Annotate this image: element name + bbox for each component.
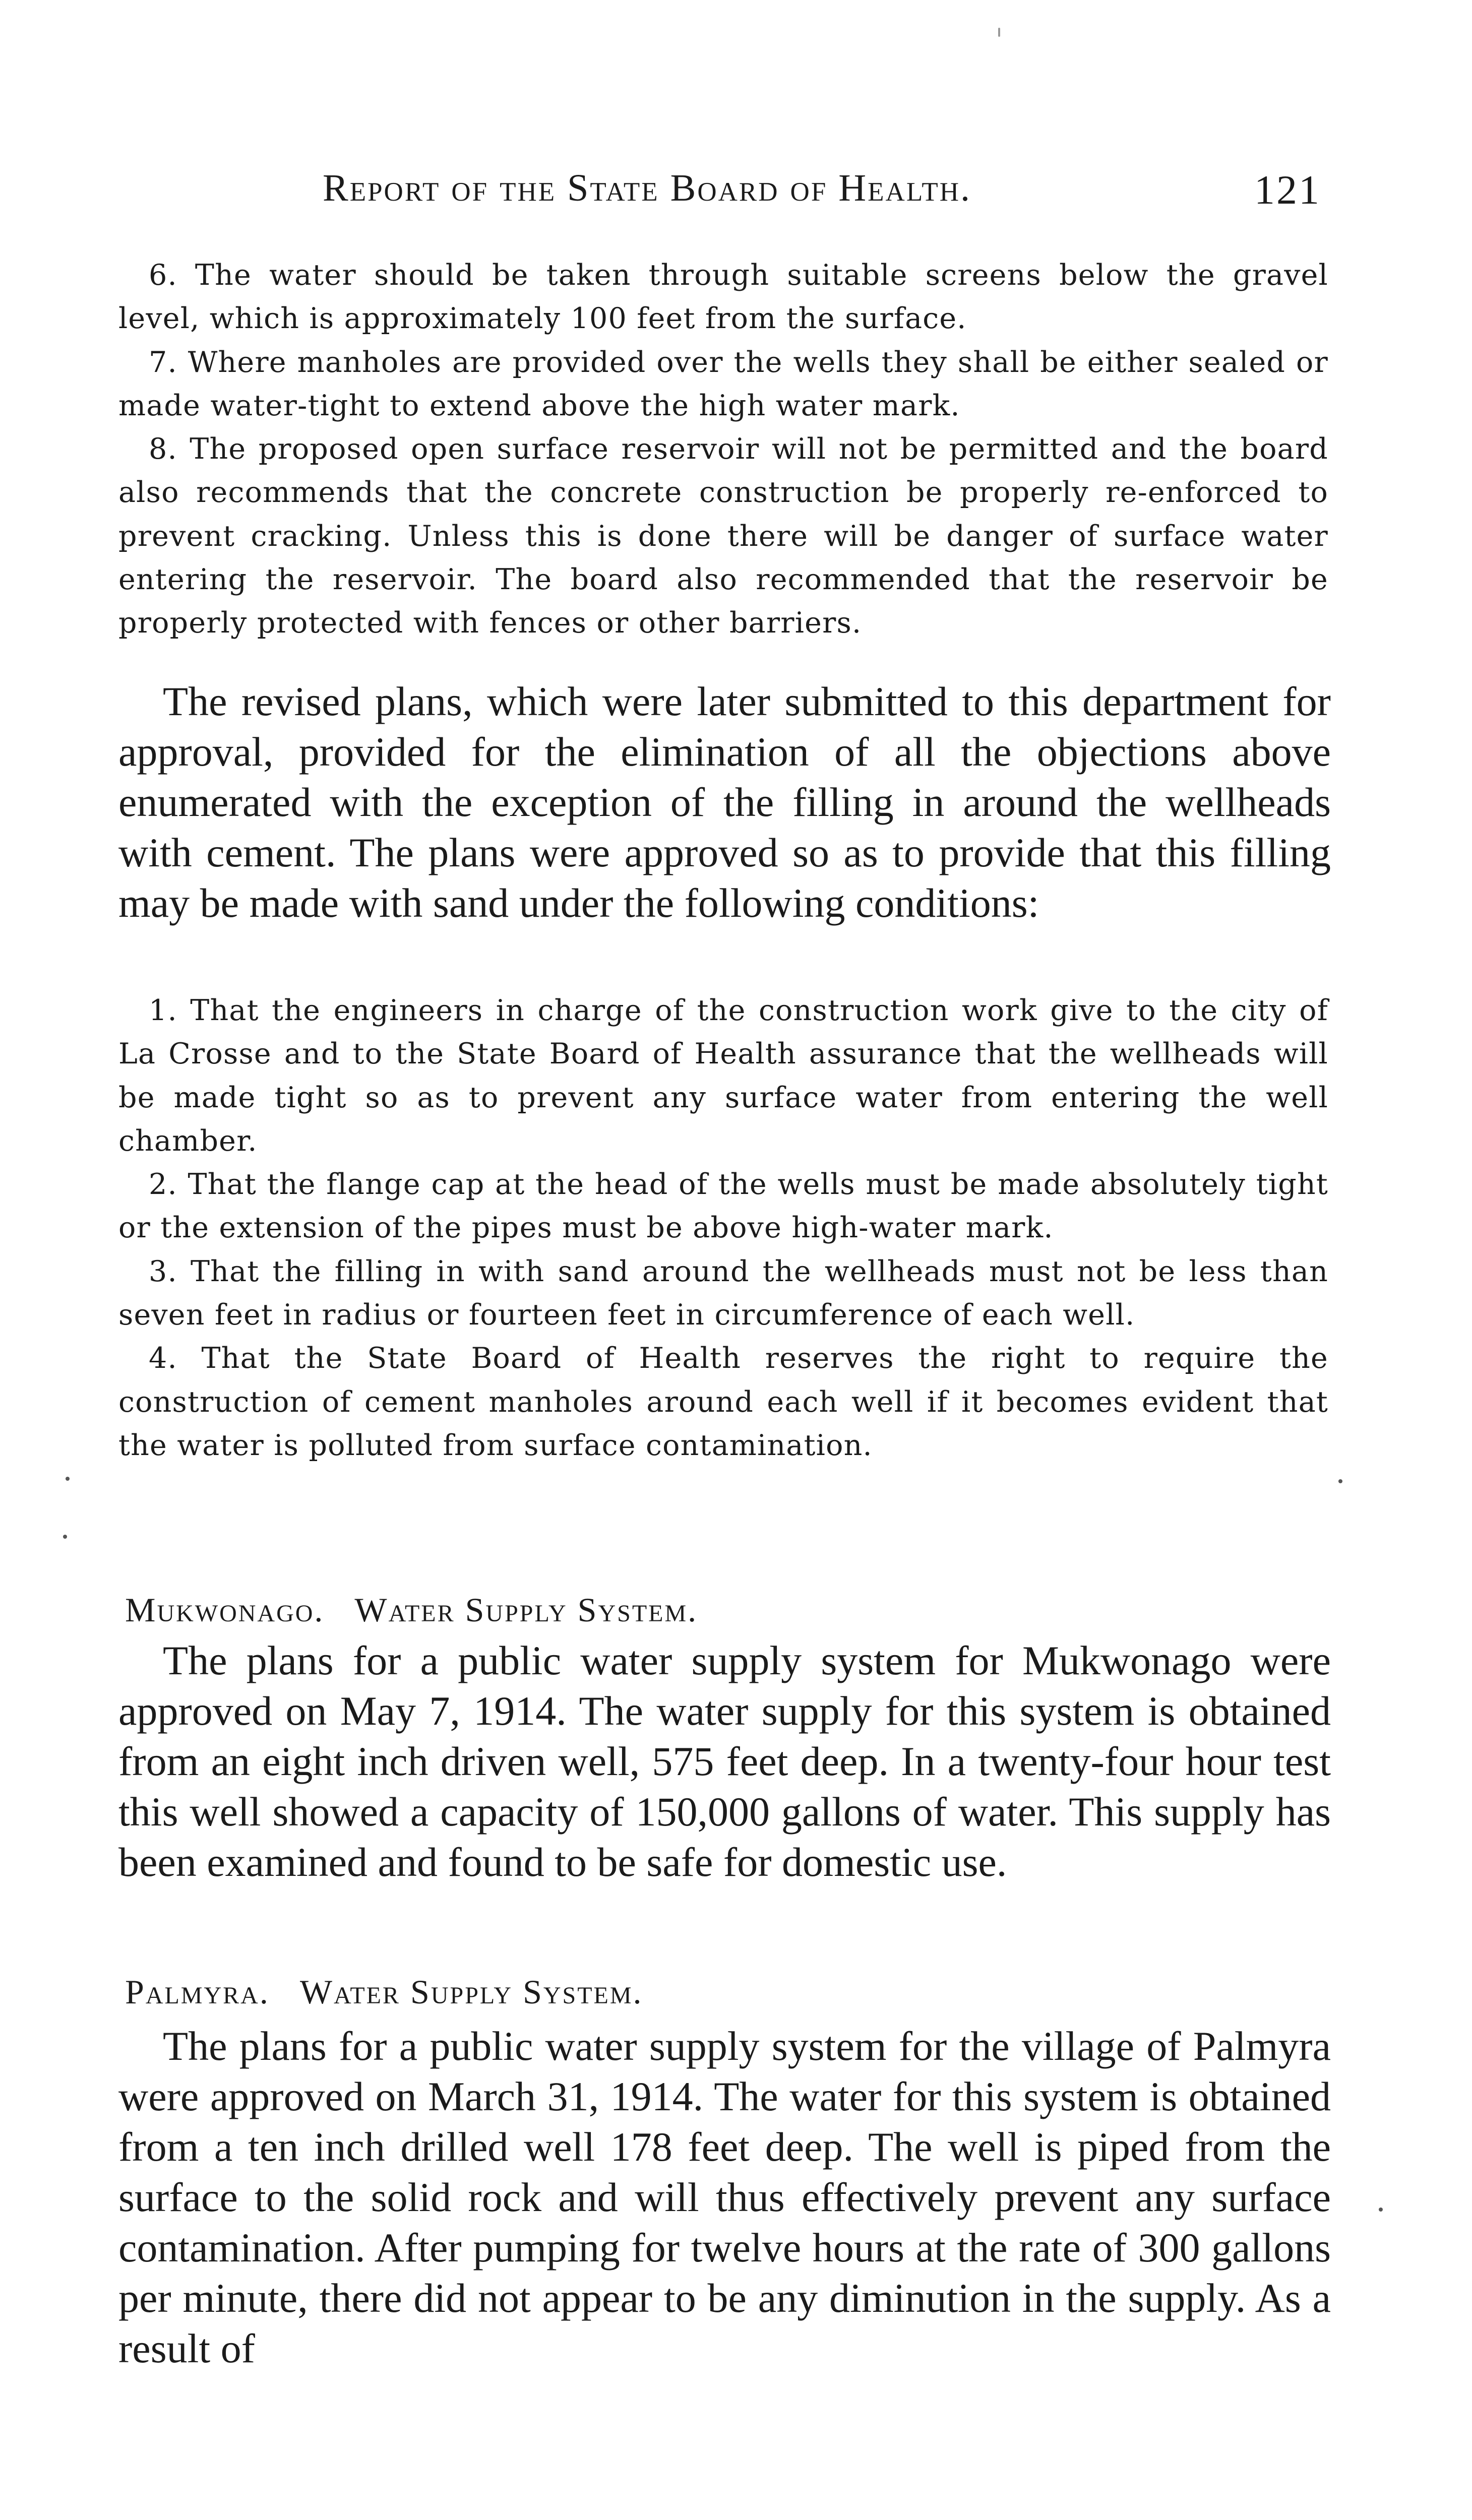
condition-2: 2. That the flange cap at the head of the wells must be made absolutely tight or the extension of the pipes must be above high-water mark. bbox=[118, 1168, 1328, 1245]
page-number: 121 bbox=[1254, 167, 1321, 213]
mukwonago-subject: Water Supply System. bbox=[354, 1591, 698, 1629]
conditions-list-1 bbox=[118, 254, 1328, 645]
palmyra-paragraph: The plans for a public water supply system for the village of Palmyra were approved on March 31, 1914. The water for this system is obtained from a ten inch drilled well 178 feet deep. The well is piped from the surface to the solid rock and will thus effectively prevent any surface contamination. After pumping for twelve hours at the rate of 300 gallons per minute, there did not appear to be any diminution in the supply. As a result of bbox=[118, 2023, 1331, 2371]
mukwonago-paragraph: The plans for a public water supply system for Mukwonago were approved on May 7, 1914. The water supply for this system is obtained from an eight inch driven well, 575 feet deep. In a twenty-four hour test this well showed a capacity of 150,000 gallons of water. This supply has been examined and found to be safe for domestic use. bbox=[118, 1637, 1331, 1885]
conditions-list-2 bbox=[118, 989, 1328, 1467]
scan-speck bbox=[1379, 2208, 1383, 2212]
scan-speck bbox=[998, 28, 1000, 37]
revised-plans-section bbox=[118, 676, 1331, 928]
palmyra-subject: Water Supply System. bbox=[299, 1973, 643, 2011]
condition-8: 8. The proposed open surface reservoir will not be permitted and the board also recommends that the concrete construction be properly re-enforced to prevent cracking. Unless this is done there will be danger of surface water entering the reservoir. The board also recommended that the reservoir be properly protected with fences or other barriers. bbox=[118, 432, 1328, 640]
running-head-title: Report of the State Board of Health. bbox=[323, 167, 971, 209]
scan-speck bbox=[1338, 1479, 1342, 1483]
running-head bbox=[121, 166, 1321, 222]
mukwonago-section bbox=[118, 1635, 1331, 1887]
scan-speck bbox=[66, 1477, 70, 1481]
palmyra-section bbox=[118, 2021, 1331, 2374]
palmyra-place: Palmyra. bbox=[125, 1973, 270, 2011]
condition-3: 3. That the filling in with sand around the wellheads must not be less than seven feet in radius or fourteen feet in circumference of each well. bbox=[118, 1254, 1328, 1332]
scan-speck bbox=[63, 1535, 67, 1539]
mukwonago-heading bbox=[125, 1590, 1335, 1630]
condition-4: 4. That the State Board of Health reserves the right to require the construction of cement manholes around each well if it becomes evident that the water is polluted from surface contamination. bbox=[118, 1342, 1328, 1462]
palmyra-heading bbox=[125, 1972, 1335, 2012]
condition-7: 7. Where manholes are provided over the wells they shall be either sealed or made water-tight to extend above the high water mark. bbox=[118, 345, 1328, 422]
condition-6: 6. The water should be taken through suitable screens below the gravel level, which is approximately 100 feet from the surface. bbox=[118, 259, 1328, 336]
mukwonago-place: Mukwonago. bbox=[125, 1591, 325, 1629]
condition-1: 1. That the engineers in charge of the construction work give to the city of La Crosse and to the State Board of Health assurance that the wellheads will be made tight so as to prevent any surface water from entering the well chamber. bbox=[118, 994, 1328, 1158]
revised-plans-paragraph: The revised plans, which were later submitted to this department for approval, provided for the elimination of all the objections above enumerated with the exception of the filling in around the wellheads with cement. The plans were approved so as to provide that this filling may be made with sand under the following conditions: bbox=[118, 678, 1331, 926]
